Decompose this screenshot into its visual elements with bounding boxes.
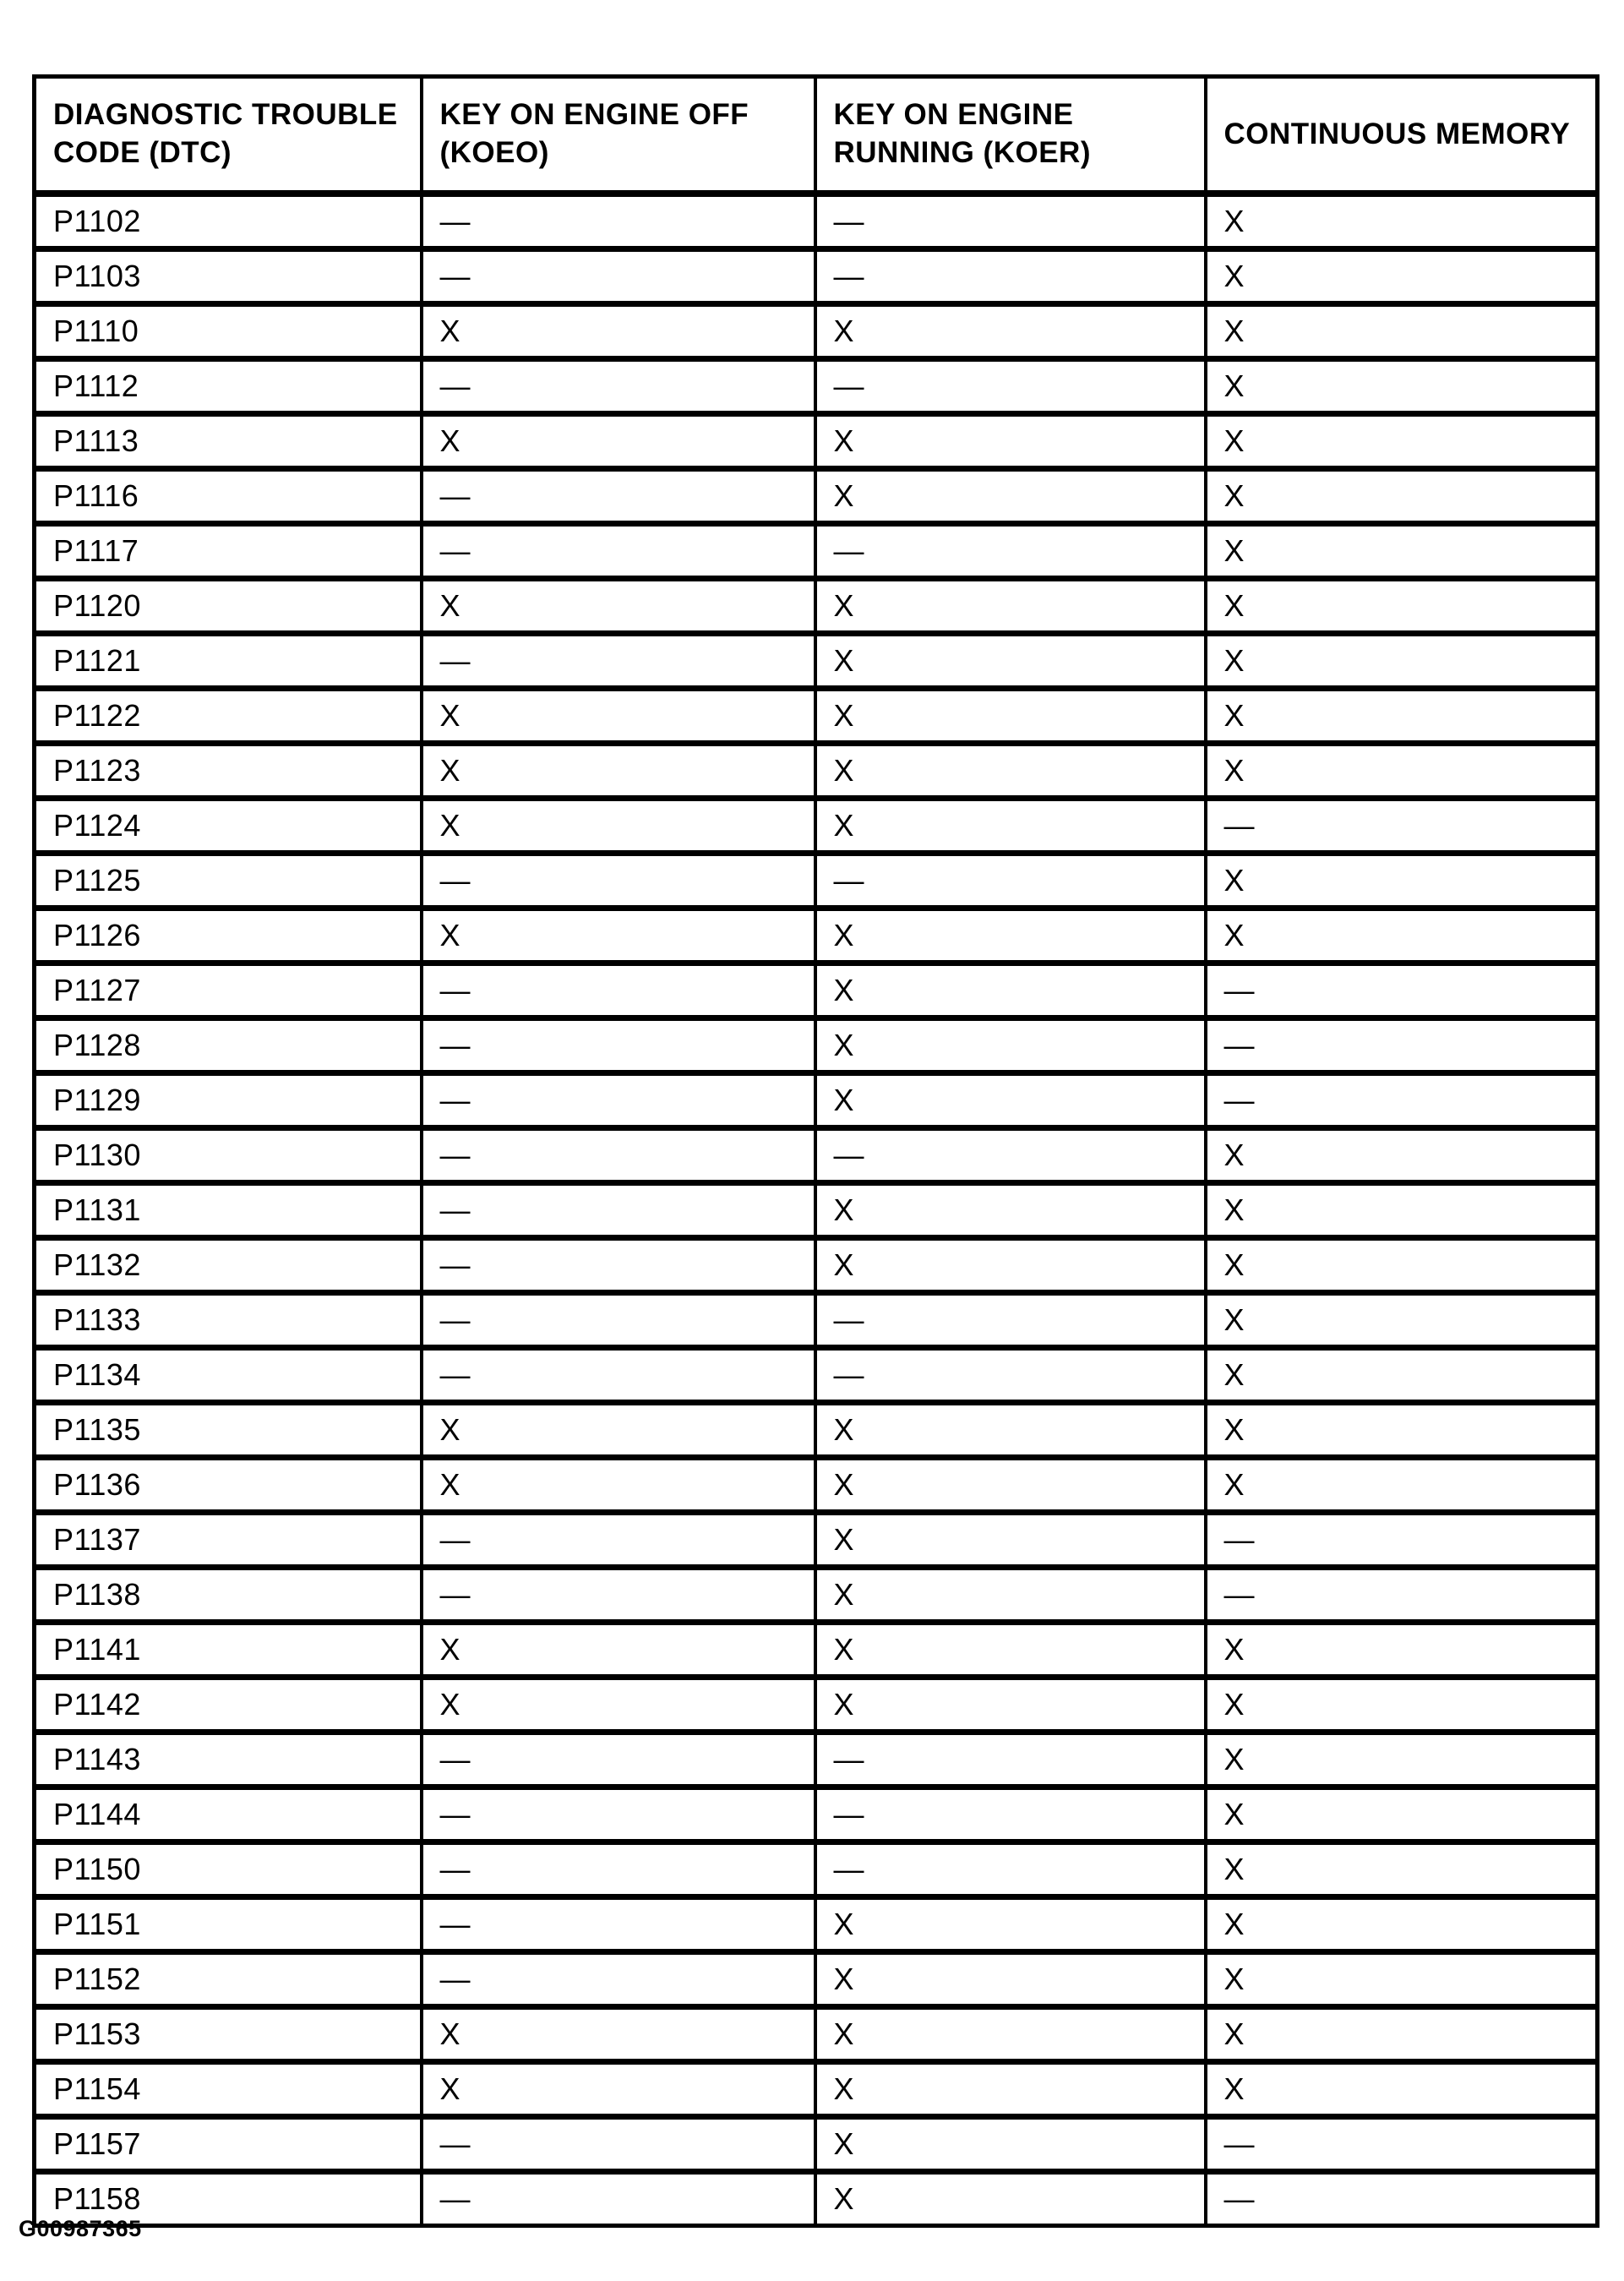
memory-cell: — [1206,2172,1598,2226]
koeo-cell: — [422,469,815,524]
koer-cell: X [815,1018,1206,1073]
table-row [35,1403,1598,1458]
koer-cell: — [815,854,1206,909]
koer-cell: X [815,2007,1206,2062]
memory-cell: X [1206,249,1598,304]
memory-cell: X [1206,634,1598,689]
dtc-cell: P1117 [35,524,422,579]
dtc-cell: P1138 [35,1568,422,1623]
koeo-cell: — [422,1513,815,1568]
koer-cell: X [815,1897,1206,1952]
table-row [35,2007,1598,2062]
koeo-cell: — [422,1568,815,1623]
dtc-cell: P1132 [35,1238,422,1293]
memory-cell: X [1206,524,1598,579]
koeo-cell: X [422,799,815,854]
koeo-cell: X [422,414,815,469]
koer-cell: X [815,1458,1206,1513]
dtc-cell: P1143 [35,1733,422,1787]
dtc-cell: P1133 [35,1293,422,1348]
table-row [35,304,1598,359]
memory-cell: X [1206,1952,1598,2007]
table-row [35,1513,1598,1568]
koer-cell: X [815,1678,1206,1733]
table-row [35,2172,1598,2226]
dtc-cell: P1141 [35,1623,422,1678]
koeo-cell: — [422,359,815,414]
table-row [35,1238,1598,1293]
table-row [35,1458,1598,1513]
koeo-cell: X [422,1678,815,1733]
table-row [35,1073,1598,1128]
koeo-cell: X [422,304,815,359]
koer-cell: — [815,1842,1206,1897]
koeo-cell: X [422,2062,815,2117]
koer-cell: X [815,744,1206,799]
koer-cell: — [815,249,1206,304]
dtc-cell: P1103 [35,249,422,304]
memory-cell: — [1206,1073,1598,1128]
memory-cell: — [1206,1568,1598,1623]
table-row [35,579,1598,634]
dtc-cell: P1120 [35,579,422,634]
memory-cell: X [1206,579,1598,634]
table-row [35,469,1598,524]
koer-cell: X [815,1238,1206,1293]
memory-cell: X [1206,2007,1598,2062]
table-row [35,1842,1598,1897]
dtc-cell: P1124 [35,799,422,854]
table-row [35,634,1598,689]
memory-cell: — [1206,799,1598,854]
koeo-cell: — [422,249,815,304]
memory-cell: X [1206,414,1598,469]
memory-cell: X [1206,1787,1598,1842]
dtc-cell: P1128 [35,1018,422,1073]
table-row [35,799,1598,854]
koeo-cell: — [422,1238,815,1293]
koer-cell: — [815,1733,1206,1787]
dtc-cell: P1127 [35,963,422,1018]
header-row [35,77,1598,194]
table-row [35,1018,1598,1073]
dtc-cell: P1152 [35,1952,422,2007]
koeo-cell: X [422,909,815,963]
figure-id: G00987365 [19,2216,142,2241]
table-row [35,414,1598,469]
table-body [35,194,1598,2226]
table-row [35,2062,1598,2117]
koer-cell: — [815,359,1206,414]
koeo-cell: — [422,1293,815,1348]
memory-cell: — [1206,1018,1598,1073]
koer-cell: X [815,963,1206,1018]
koeo-cell: — [422,1952,815,2007]
memory-cell: — [1206,1513,1598,1568]
table-header [35,77,1598,194]
koeo-cell: — [422,1897,815,1952]
memory-cell: X [1206,854,1598,909]
koeo-cell: X [422,579,815,634]
koeo-cell: — [422,2117,815,2172]
table-row [35,1952,1598,2007]
koer-cell: X [815,2172,1206,2226]
table-row [35,524,1598,579]
memory-cell: X [1206,1238,1598,1293]
koer-cell: — [815,1293,1206,1348]
table-row [35,359,1598,414]
koer-cell: — [815,1348,1206,1403]
dtc-cell: P1142 [35,1678,422,1733]
table-row [35,1348,1598,1403]
koeo-cell: — [422,1787,815,1842]
dtc-cell: P1144 [35,1787,422,1842]
dtc-cell: P1151 [35,1897,422,1952]
table-row [35,1128,1598,1183]
table-row [35,1787,1598,1842]
memory-cell: X [1206,1183,1598,1238]
memory-cell: X [1206,1128,1598,1183]
table-row [35,194,1598,249]
koer-cell: X [815,1952,1206,2007]
koeo-cell: — [422,1183,815,1238]
dtc-cell: P1158 [35,2172,422,2226]
koeo-cell: X [422,744,815,799]
koeo-cell: — [422,963,815,1018]
dtc-cell: P1157 [35,2117,422,2172]
koeo-cell: — [422,854,815,909]
koeo-cell: X [422,2007,815,2062]
table-row [35,1183,1598,1238]
koer-cell: X [815,579,1206,634]
memory-cell: — [1206,2117,1598,2172]
memory-cell: X [1206,909,1598,963]
koeo-cell: X [422,689,815,744]
koer-cell: X [815,414,1206,469]
memory-cell: X [1206,1623,1598,1678]
table-row [35,1623,1598,1678]
dtc-cell: P1113 [35,414,422,469]
dtc-cell: P1135 [35,1403,422,1458]
koer-cell: X [815,634,1206,689]
memory-cell: X [1206,744,1598,799]
koer-cell: — [815,194,1206,249]
koer-cell: X [815,1513,1206,1568]
dtc-cell: P1153 [35,2007,422,2062]
dtc-cell: P1123 [35,744,422,799]
column-header-koeo: KEY ON ENGINE OFF (KOEO) [422,77,815,194]
table-row [35,963,1598,1018]
memory-cell: X [1206,1348,1598,1403]
memory-cell: X [1206,1897,1598,1952]
memory-cell: X [1206,1458,1598,1513]
table-row [35,854,1598,909]
table-row [35,909,1598,963]
koer-cell: X [815,304,1206,359]
koer-cell: X [815,689,1206,744]
koeo-cell: — [422,524,815,579]
koer-cell: X [815,1073,1206,1128]
column-header-dtc: DIAGNOSTIC TROUBLE CODE (DTC) [35,77,422,194]
dtc-cell: P1130 [35,1128,422,1183]
dtc-cell: P1129 [35,1073,422,1128]
table-row [35,1293,1598,1348]
dtc-cell: P1112 [35,359,422,414]
dtc-cell: P1136 [35,1458,422,1513]
table-row [35,1678,1598,1733]
koeo-cell: X [422,1623,815,1678]
koer-cell: X [815,1403,1206,1458]
table-row [35,1897,1598,1952]
table-row [35,1568,1598,1623]
dtc-table [32,74,1599,2228]
dtc-cell: P1116 [35,469,422,524]
table-row [35,689,1598,744]
table-row [35,2117,1598,2172]
table-row [35,744,1598,799]
dtc-cell: P1125 [35,854,422,909]
memory-cell: X [1206,469,1598,524]
memory-cell: X [1206,194,1598,249]
koer-cell: X [815,909,1206,963]
koeo-cell: — [422,194,815,249]
koer-cell: — [815,1128,1206,1183]
dtc-cell: P1150 [35,1842,422,1897]
koeo-cell: — [422,634,815,689]
dtc-cell: P1137 [35,1513,422,1568]
memory-cell: X [1206,2062,1598,2117]
koer-cell: X [815,1183,1206,1238]
dtc-cell: P1122 [35,689,422,744]
memory-cell: X [1206,1733,1598,1787]
dtc-cell: P1110 [35,304,422,359]
dtc-cell: P1131 [35,1183,422,1238]
table-row [35,1733,1598,1787]
koeo-cell: — [422,1018,815,1073]
memory-cell: X [1206,304,1598,359]
koer-cell: X [815,469,1206,524]
memory-cell: X [1206,359,1598,414]
koer-cell: — [815,524,1206,579]
column-header-koer: KEY ON ENGINE RUNNING (KOER) [815,77,1206,194]
koer-cell: X [815,799,1206,854]
koeo-cell: X [422,1403,815,1458]
memory-cell: X [1206,1403,1598,1458]
koer-cell: — [815,1787,1206,1842]
memory-cell: X [1206,689,1598,744]
dtc-cell: P1121 [35,634,422,689]
koer-cell: X [815,1568,1206,1623]
koeo-cell: X [422,1458,815,1513]
koeo-cell: — [422,1348,815,1403]
memory-cell: X [1206,1842,1598,1897]
koeo-cell: — [422,1073,815,1128]
koeo-cell: — [422,2172,815,2226]
koer-cell: X [815,2062,1206,2117]
table-row [35,249,1598,304]
koeo-cell: — [422,1842,815,1897]
memory-cell: X [1206,1678,1598,1733]
memory-cell: — [1206,963,1598,1018]
dtc-cell: P1134 [35,1348,422,1403]
koer-cell: X [815,1623,1206,1678]
column-header-continuous-memory: CONTINUOUS MEMORY [1206,77,1598,194]
memory-cell: X [1206,1293,1598,1348]
dtc-cell: P1102 [35,194,422,249]
koeo-cell: — [422,1733,815,1787]
koeo-cell: — [422,1128,815,1183]
dtc-cell: P1154 [35,2062,422,2117]
koer-cell: X [815,2117,1206,2172]
dtc-cell: P1126 [35,909,422,963]
